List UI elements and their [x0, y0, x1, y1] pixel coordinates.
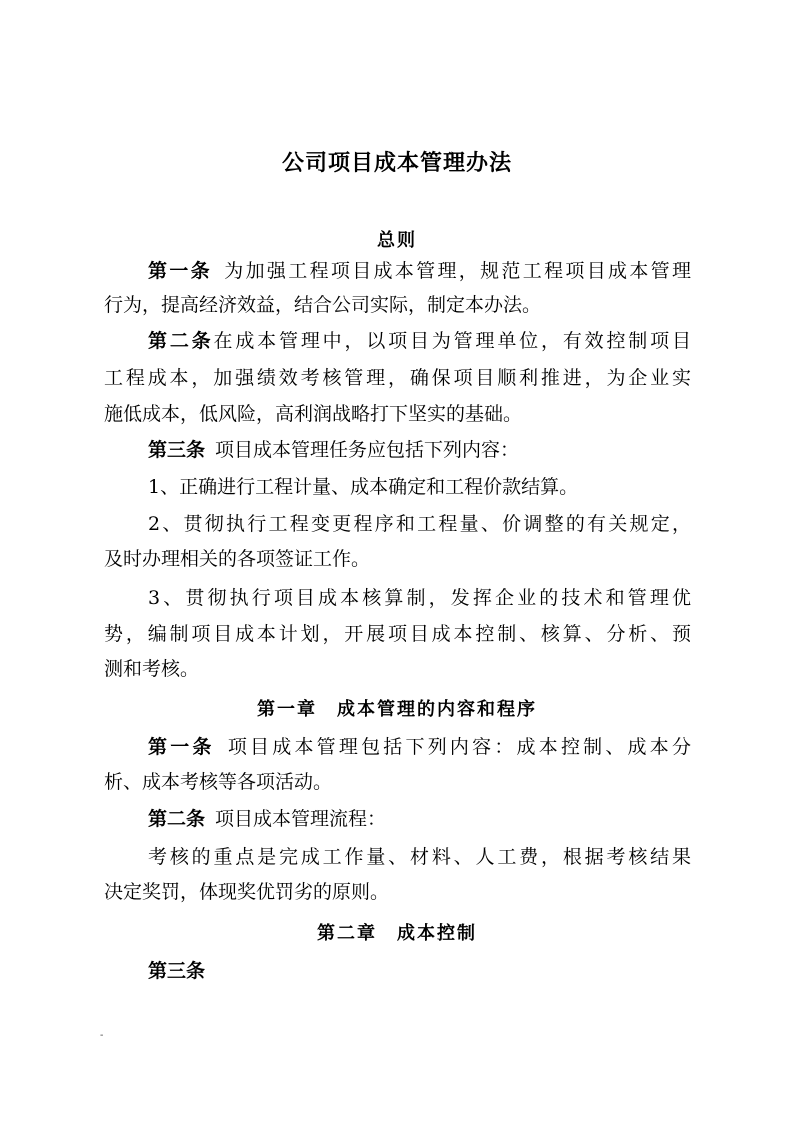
document-title: 公司项目成本管理办法 — [281, 150, 512, 176]
article-line: 析、成本考核等各项活动。 — [104, 771, 333, 793]
article-line — [148, 734, 691, 760]
list-item: 2、贯彻执行工程变更程序和工程量、价调整的有关规定， — [148, 513, 691, 535]
article-line: 施低成本，低风险，高利润战略打下坚实的基础。 — [104, 403, 523, 425]
list-item-continuation: 及时办理相关的各项签证工作。 — [104, 548, 371, 570]
list-item-continuation: 测和考核。 — [104, 658, 200, 680]
list-item: 1、正确进行工程计量、成本确定和工程价款结算。 — [148, 476, 579, 498]
article-line — [148, 806, 386, 832]
article-line — [148, 958, 205, 984]
article-line — [148, 437, 519, 463]
section-heading-general: 总则 — [377, 230, 417, 251]
article-text: 项目成本管理任务应包括下列内容： — [215, 439, 520, 461]
article-label: 第一条 — [148, 260, 212, 282]
article-label: 第三条 — [148, 960, 206, 982]
paragraph-line: 决定奖罚，体现奖优罚劣的原则。 — [104, 881, 390, 903]
chapter-heading: 第一章 成本管理的内容和程序 — [257, 699, 537, 720]
article-line: 工程成本，加强绩效考核管理，确保项目顺利推进，为企业实 — [104, 367, 691, 389]
article-label: 第二条 — [148, 330, 214, 352]
article-line: 行为，提高经济效益，结合公司实际，制定本办法。 — [104, 294, 542, 316]
footer-mark: - — [100, 1030, 104, 1041]
article-text: 为加强工程项目成本管理，规范工程项目成本管理 — [221, 260, 691, 282]
article-text: 项目成本管理流程： — [215, 808, 387, 830]
article-line — [148, 258, 691, 284]
article-label: 第二条 — [148, 808, 206, 830]
list-item: 3、贯彻执行项目成本核算制，发挥企业的技术和管理优 — [148, 587, 691, 609]
chapter-heading: 第二章 成本控制 — [317, 923, 477, 944]
article-text: 在成本管理中，以项目为管理单位，有效控制项目 — [213, 330, 691, 352]
article-line — [148, 328, 691, 354]
article-label: 第一条 — [148, 736, 215, 758]
list-item-continuation: 势，编制项目成本计划，开展项目成本控制、核算、分析、预 — [104, 623, 691, 645]
article-text: 项目成本管理包括下列内容：成本控制、成本分 — [224, 736, 691, 758]
article-label: 第三条 — [148, 439, 206, 461]
paragraph-line: 考核的重点是完成工作量、材料、人工费，根据考核结果 — [148, 846, 691, 868]
